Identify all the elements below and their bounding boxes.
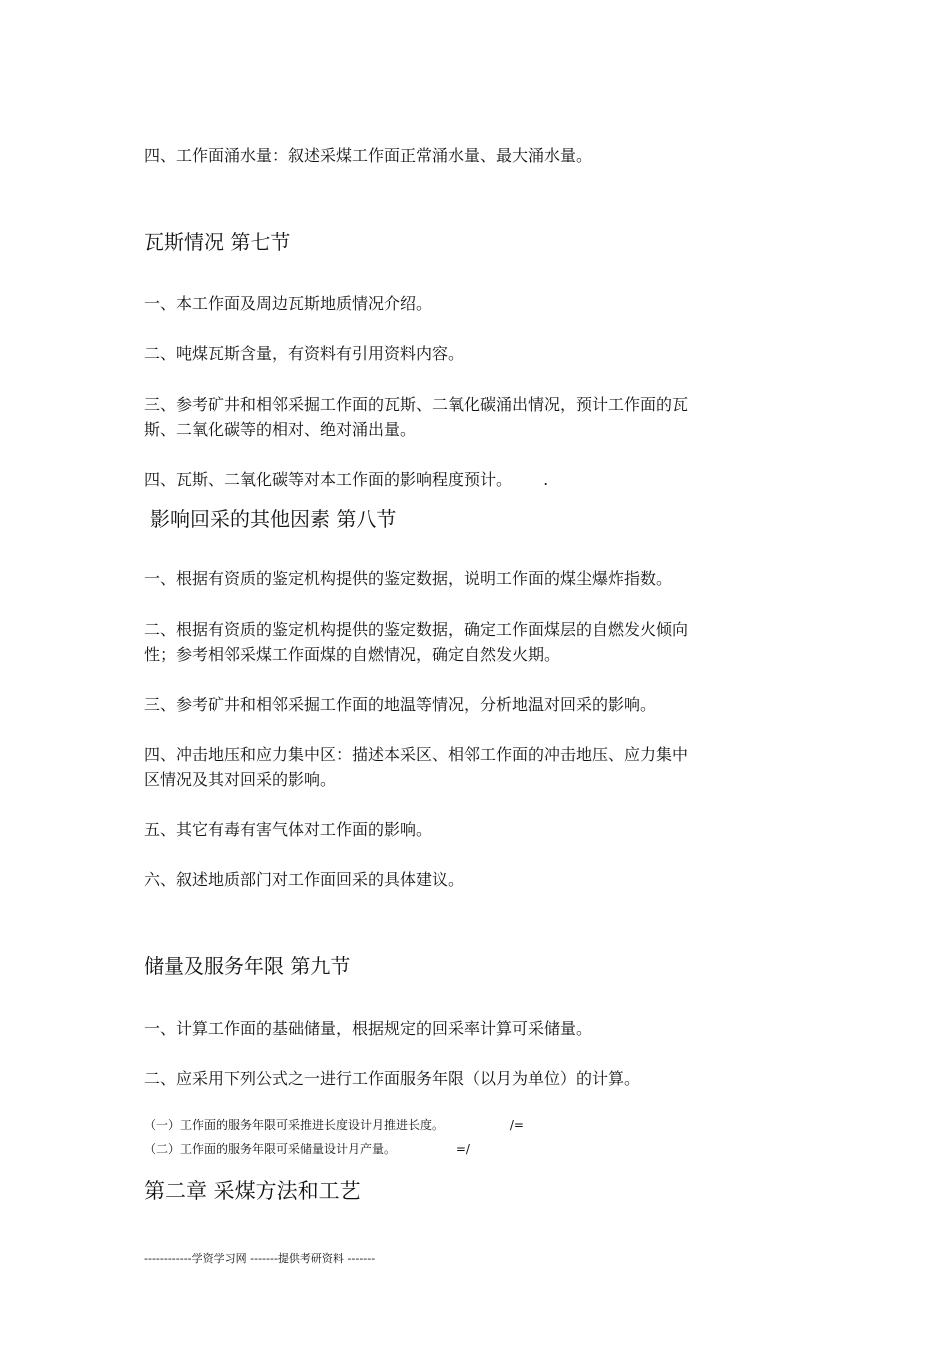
section-8-item-4-line-1: 四、冲击地压和应力集中区：描述本采区、相邻工作面的冲击地压、应力集中	[144, 745, 689, 764]
section-8-heading: 影响回采的其他因素 第八节	[150, 507, 397, 531]
section-9-item-2: 二、应采用下列公式之一进行工作面服务年限（以月为单位）的计算。	[144, 1069, 641, 1088]
section-8-item-3: 三、参考矿井和相邻采掘工作面的地温等情况，分析地温对回采的影响。	[144, 695, 657, 714]
formula-2-mark: =/	[455, 1142, 470, 1156]
formula-1-text: （一）工作面的服务年限可采推进长度设计月推进长度。	[144, 1118, 445, 1132]
chapter-2-heading: 第二章 采煤方法和工艺	[144, 1179, 361, 1203]
paragraph-water-inflow: 四、工作面涌水量：叙述采煤工作面正常涌水量、最大涌水量。	[144, 146, 593, 165]
section-7-item-4-text: 四、瓦斯、二氧化碳等对本工作面的影响程度预计。	[144, 470, 513, 489]
formula-line-2	[144, 1140, 470, 1158]
section-7-heading: 瓦斯情况 第七节	[144, 230, 291, 254]
footer-text: ------------学资学习网 -------提供考研资料 -------	[144, 1252, 376, 1265]
section-8-item-6: 六、叙述地质部门对工作面回采的具体建议。	[144, 870, 465, 889]
section-9-item-1: 一、计算工作面的基础储量，根据规定的回采率计算可采储量。	[144, 1019, 593, 1038]
formula-1-mark: /=	[509, 1118, 524, 1132]
formula-line-1	[144, 1116, 524, 1134]
section-7-item-4-mark: .	[543, 470, 549, 489]
section-8-item-2-line-2: 性；参考相邻采煤工作面煤的自燃情况，确定自然发火期。	[144, 645, 561, 664]
section-7-item-1: 一、本工作面及周边瓦斯地质情况介绍。	[144, 294, 433, 313]
section-9-heading: 储量及服务年限 第九节	[144, 954, 351, 978]
section-7-item-2: 二、吨煤瓦斯含量，有资料有引用资料内容。	[144, 344, 465, 363]
section-8-item-5: 五、其它有毒有害气体对工作面的影响。	[144, 820, 433, 839]
section-8-item-4-line-2: 区情况及其对回采的影响。	[144, 770, 337, 789]
section-8-item-1: 一、根据有资质的鉴定机构提供的鉴定数据，说明工作面的煤尘爆炸指数。	[144, 569, 673, 588]
section-7-item-3-line-2: 斯、二氧化碳等的相对、绝对涌出量。	[144, 420, 417, 439]
section-7-item-3-line-1: 三、参考矿井和相邻采掘工作面的瓦斯、二氧化碳涌出情况，预计工作面的瓦	[144, 395, 689, 414]
section-7-item-4	[144, 467, 548, 492]
section-8-item-2-line-1: 二、根据有资质的鉴定机构提供的鉴定数据，确定工作面煤层的自燃发火倾向	[144, 620, 689, 639]
formula-2-text: （二）工作面的服务年限可采储量设计月产量。	[144, 1142, 397, 1156]
